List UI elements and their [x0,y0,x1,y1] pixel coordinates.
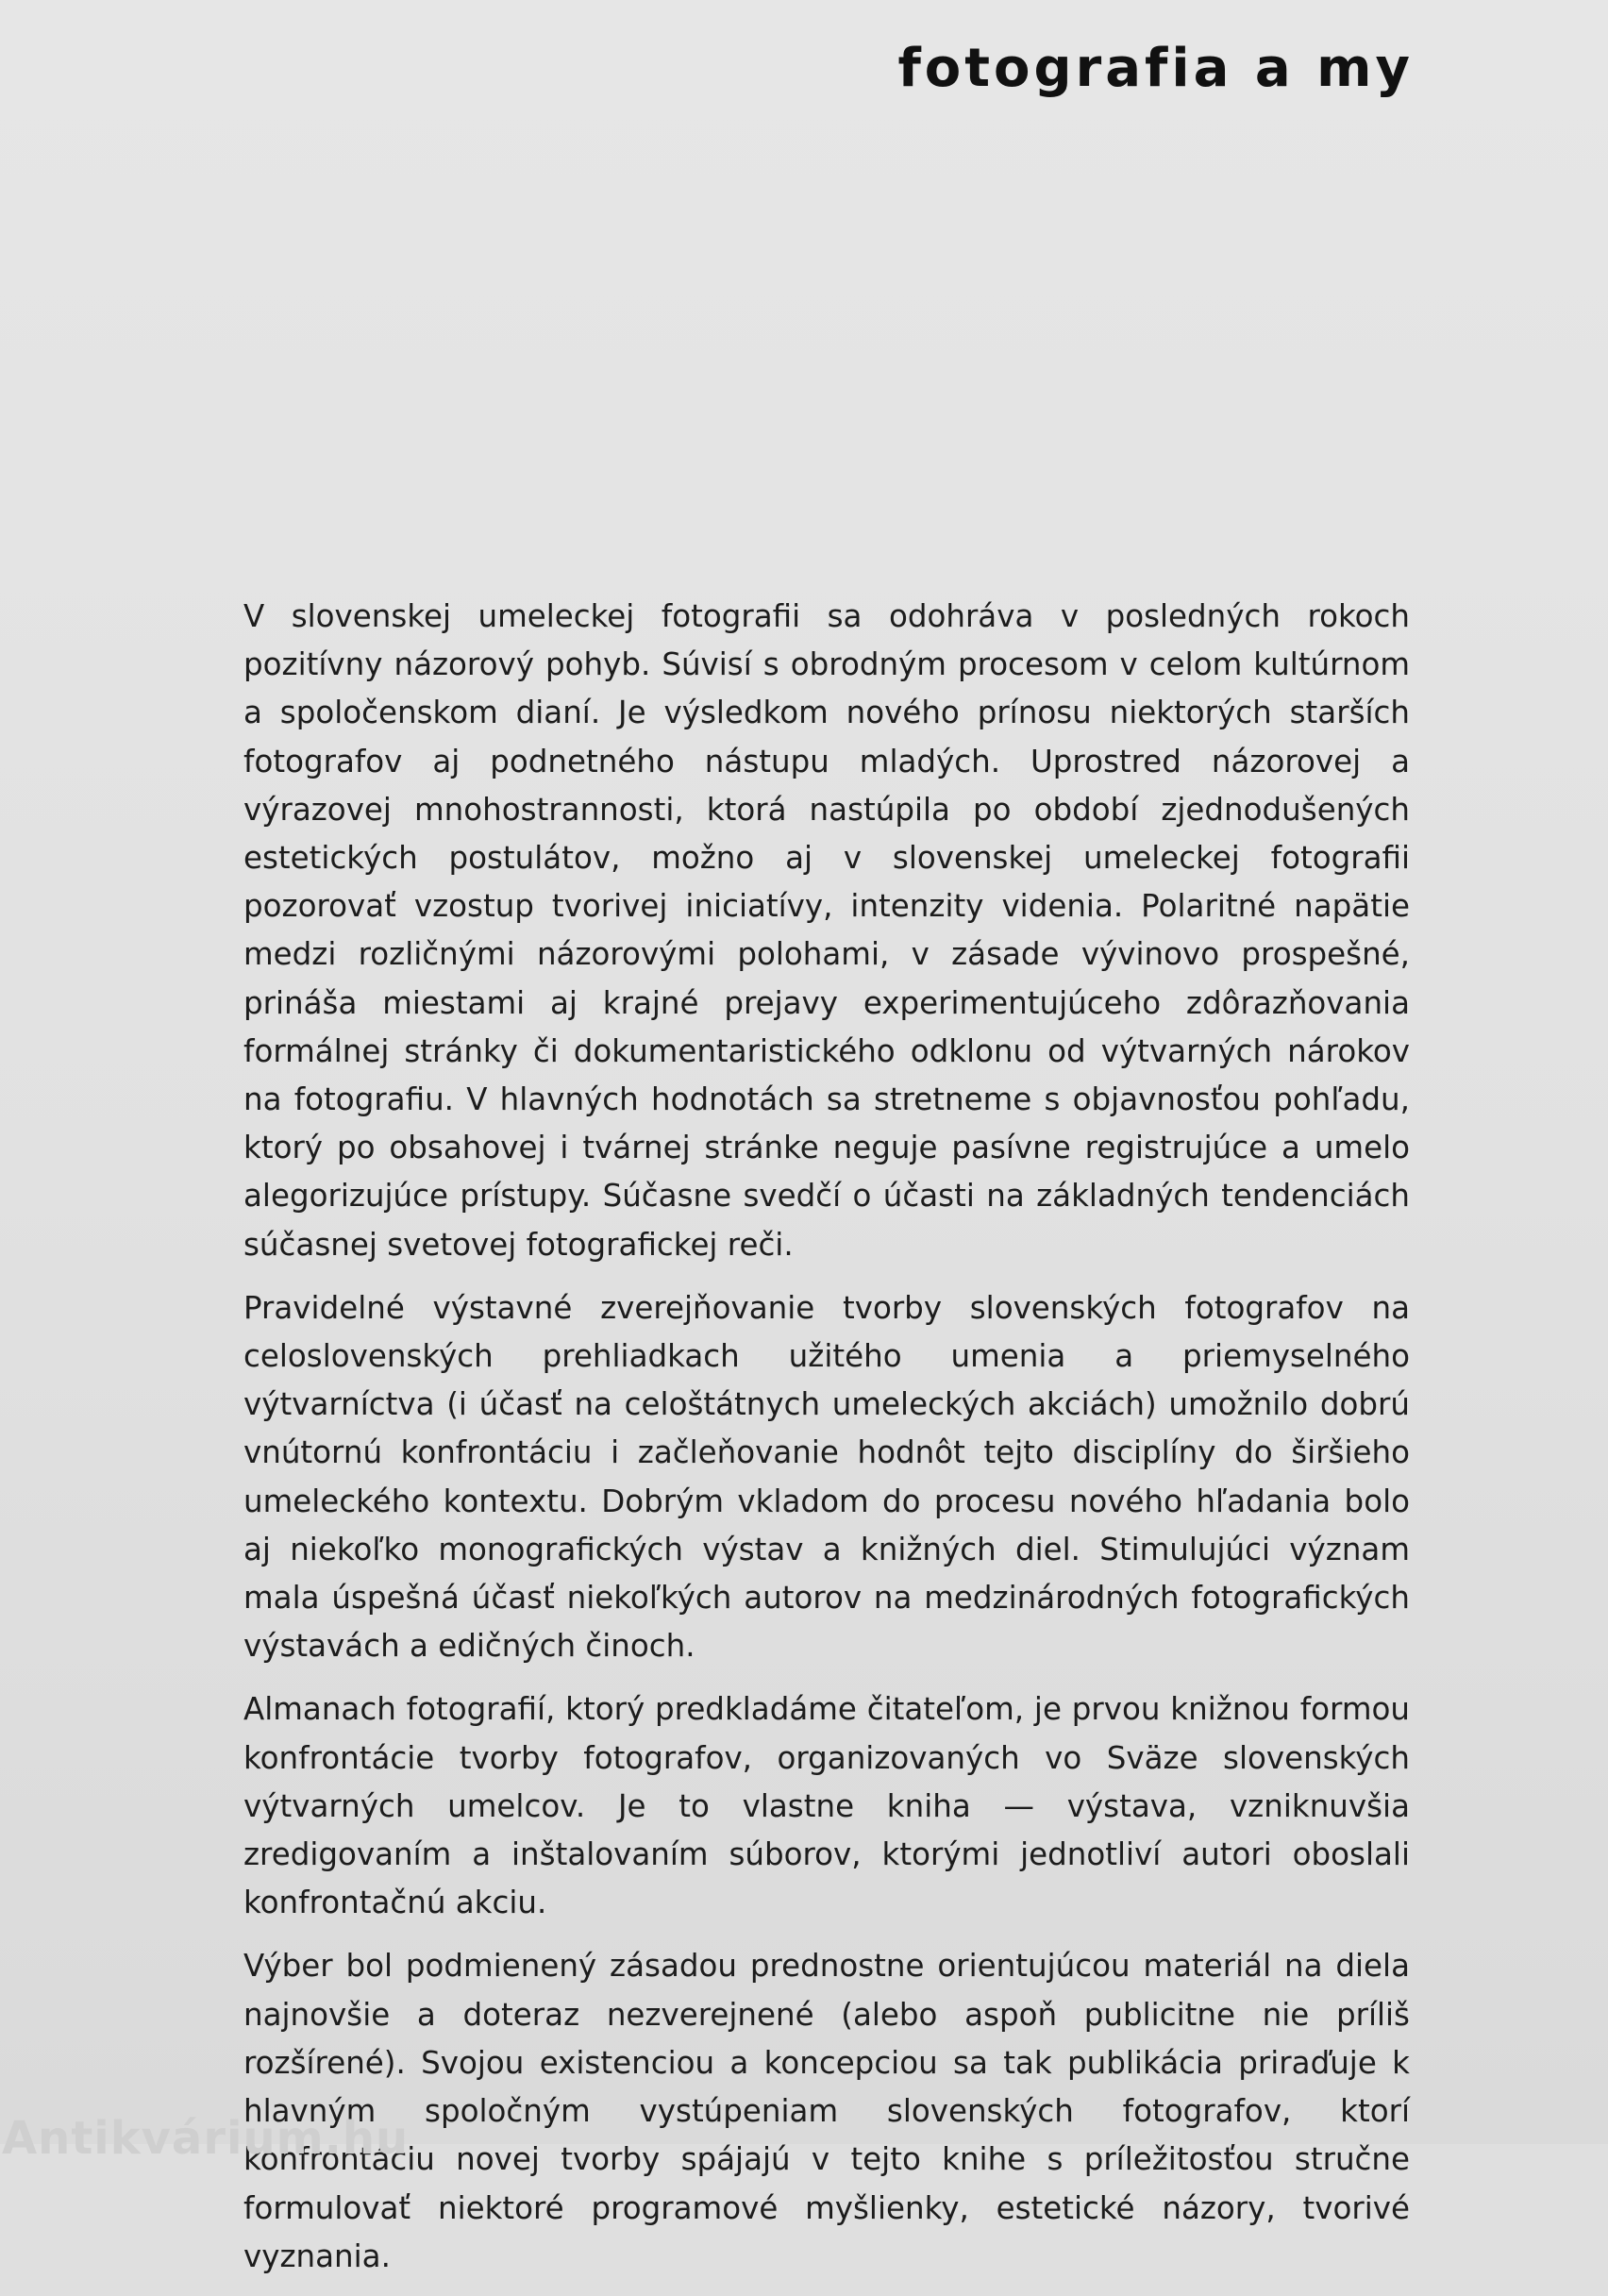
paragraph-1: V slovenskej umeleckej fotografii sa odohráva v posledných rokoch pozitívny názorový pohyb. Súvisí s obrodným procesom v celom kultúrnom a spoločenskom dianí. Je výsledkom nového prínosu niektorých starších fotografov aj podnetného nástupu mladých. Uprostred názorovej a výrazovej mnohostrannosti, ktorá nastúpila po období zjednodušených estetických postulátov, možno aj v slovenskej umeleckej fotografii pozorovať vzostup tvorivej iniciatívy, intenzity videnia. Polaritné napätie medzi rozličnými názorovými polohami, v zásade vývinovo prospešné, prináša miestami aj krajné prejavy experimentujúceho zdôrazňovania formálnej stránky či dokumentaristického odklonu od výtvarných nárokov na fotografiu. V hlavných hodnotách sa stretneme s objavnosťou pohľadu, ktorý po obsahovej i tvárnej stránke neguje pasívne registrujúce a umelo alegorizujúce prístupy. Súčasne svedčí o účasti na základných tendenciách súčasnej svetovej fotografickej reči. [243,598,1410,1263]
paragraph-2: Pravidelné výstavné zverejňovanie tvorby slovenských fotografov na celoslovenských prehliadkach užitého umenia a priemyselného výtvarníctva (i účasť na celoštátnych umeleckých akciách) umožnilo dobrú vnútornú konfrontáciu i začleňovanie hodnôt tejto disciplíny do širšieho umeleckého kontextu. Dobrým vkladom do procesu nového hľadania bolo aj niekoľko monografických výstav a knižných diel. Stimulujúci význam mala úspešná účasť niekoľkých autorov na medzinárodných fotografických výstavách a edičných činoch. [243,1289,1410,1665]
paragraph-4: Výber bol podmienený zásadou prednostne orientujúcou materiál na diela najnovšie a doteraz nezverejnené (alebo aspoň publicitne nie príliš rozšírené). Svojou existenciou a koncepciou sa tak publikácia priraďuje k hlavným spoločným vystúpeniam slovenských fotografov, ktorí konfrontáciu novej tvorby spájajú v tejto knihe s príležitosťou stručne formulovať niektoré programové myšlienky, estetické názory, tvorivé vyznania. [243,1948,1410,2274]
watermark: Antikvárium.hu [2,2112,410,2165]
paragraph-3: Almanach fotografií, ktorý predkladáme čitateľom, je prvou knižnou formou konfrontácie tvorby fotografov, organizovaných vo Sväze slovenských výtvarných umelcov. Je to vlastne kniha — výstava, vzniknuvšia zredigovaním a inštalovaním súborov, ktorými jednotliví autori oboslali konfrontačnú akciu. [243,1691,1410,1921]
page-title: fotografia a my [897,38,1414,99]
body-text [243,593,1410,2296]
